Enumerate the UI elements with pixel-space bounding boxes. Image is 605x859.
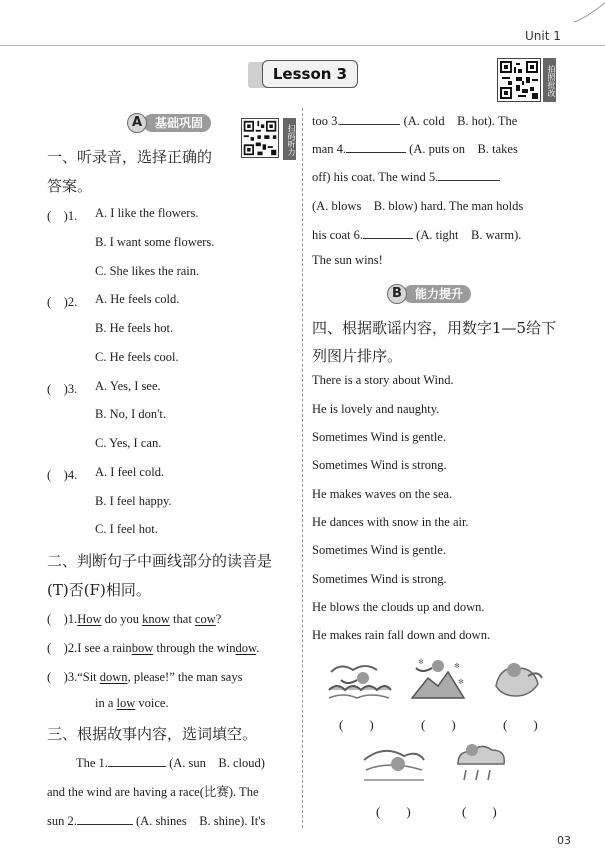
q3-line1 [76,753,265,771]
unit-label: Unit 1 [525,29,561,43]
q2-heading-cont: (T)否(F)相同。 [47,581,151,599]
q1-item1-option-c: C. She likes the rain. [95,264,200,278]
q2-item3 [47,667,242,685]
q3-line3-text: sun 2. [47,814,77,828]
q2-item1-underlined-1: How [77,612,102,626]
svg-text:✻: ✻ [458,678,464,686]
story-line-2-text: man 4. [312,142,347,156]
chant-line-5: He makes waves on the sea. [312,487,453,501]
q1-item4-option-b: B. I feel happy. [95,494,172,508]
q2-item3-underlined-2: low [116,696,136,710]
page-number: 03 [557,834,571,847]
q2-item1-text-2: that [169,612,195,626]
chant-line-4: Sometimes Wind is strong. [312,458,447,472]
q2-item2 [47,638,259,656]
q2-item1-underlined-2: know [142,612,170,626]
wind-waves-picture [327,660,393,702]
story-line-1-text: too 3. [312,114,341,128]
story-line-6: The sun wins! [312,253,383,267]
story-line-2-options: (A. puts on B. takes [409,142,518,156]
story-line-3-text: off) his coat. The wind 5. [312,170,439,184]
blank-3[interactable] [340,112,400,125]
q4-heading-cont: 列图片排序。 [312,347,403,365]
q2-item2-text-2: through the win [153,641,236,655]
q1-item3-number[interactable]: ( )3. [47,382,78,396]
q1-item1-number[interactable]: ( )1. [47,209,78,223]
answer-paren-5[interactable]: ( ) [462,804,497,819]
answer-paren-1[interactable]: ( ) [339,717,374,732]
q1-heading: 一、听录音，选择正确的 [47,148,213,166]
chant-line-9: He blows the clouds up and down. [312,600,485,614]
q1-item4-option-c: C. I feel hot. [95,522,158,536]
q1-item3-option-a: A. Yes, I see. [95,379,161,393]
svg-text:✻: ✻ [454,662,460,670]
q2-item2-number[interactable]: ( )2. [47,641,78,655]
q3-line1-options: (A. sun B. cloud) [169,756,265,770]
q2-item2-underlined-2: dow [235,641,257,655]
story-line-5-options: (A. tight B. warm). [416,228,522,242]
q2-item2-text-1: I see a rain [77,641,132,655]
story-line-2 [312,139,518,157]
blank-5[interactable] [438,168,500,181]
q1-item3-option-c: C. Yes, I can. [95,436,162,450]
q2-item1-number[interactable]: ( )1. [47,612,78,626]
q3-heading: 三、根据故事内容，选词填空。 [47,725,258,743]
qr-code-icon [242,119,278,157]
svg-text:✻: ✻ [418,658,424,666]
q1-item2-option-c: C. He feels cool. [95,350,179,364]
q2-item3-cont [95,696,169,711]
q2-item3-number[interactable]: ( )3. [47,670,78,684]
q1-item2-option-b: B. He feels hot. [95,321,174,335]
section-b-letter: B [387,284,407,304]
section-a-title: 基础巩固 [143,114,211,132]
story-line-3 [312,168,500,185]
blank-1[interactable] [108,754,166,767]
section-a-letter: A [127,113,147,133]
chant-line-1: There is a story about Wind. [312,373,454,387]
chant-line-7: Sometimes Wind is gentle. [312,543,446,557]
answer-paren-3[interactable]: ( ) [503,717,538,732]
q1-item4-number[interactable]: ( )4. [47,468,78,482]
story-line-4: (A. blows B. blow) hard. The man holds [312,199,524,213]
q2-item3-text-2: , please!” the man says [127,670,243,684]
q2-item3-text-1: “Sit [77,670,100,684]
wind-snow-picture [408,656,468,702]
q1-item2-number[interactable]: ( )2. [47,295,78,309]
q2-item1-underlined-3: cow [194,612,216,626]
story-line-1 [312,111,517,129]
qr-code-icon [498,59,540,101]
qr-tag-correction: 拍照批改 [543,58,556,102]
column-divider [302,108,303,828]
qr-tag-listening: 扫码听力 [283,118,296,160]
section-b-header [387,284,497,306]
chant-line-2: He is lovely and naughty. [312,402,440,416]
story-line-5 [312,225,521,243]
wind-clouds-picture [490,656,546,702]
wind-rain-picture [450,740,510,786]
answer-paren-2[interactable]: ( ) [421,717,456,732]
q2-item2-underlined-1: bow [131,641,154,655]
page-corner-curl [572,0,605,24]
q2-item3-underlined-1: down [99,670,128,684]
q1-item2-option-a: A. He feels cold. [95,292,180,306]
q4-heading: 四、根据歌谣内容，用数字1—5给下 [312,319,557,337]
q1-item1-option-b: B. I want some flowers. [95,235,215,249]
q2-item3-text-4: voice. [135,696,169,710]
q3-line2: and the wind are having a race(比赛). The [47,785,259,799]
story-line-5-text: his coat 6. [312,228,364,242]
qr-code-listening[interactable] [241,118,279,158]
q2-item2-text-3: . [256,641,260,655]
q1-heading-cont: 答案。 [47,177,93,195]
chant-line-10: He makes rain fall down and down. [312,628,491,642]
q1-item1-option-a: A. I like the flowers. [95,206,199,220]
q2-heading: 二、判断句子中画线部分的读音是 [47,552,273,570]
chant-line-6: He dances with snow in the air. [312,515,469,529]
answer-paren-4[interactable]: ( ) [376,804,411,819]
qr-code-correction[interactable] [497,58,541,102]
q1-item3-option-b: B. No, I don't. [95,407,167,421]
q2-item1 [47,609,221,627]
section-a-header [127,113,237,135]
q3-line3-options: (A. shines B. shine). It's [136,814,266,828]
q3-line1-text: The 1. [76,756,108,770]
chant-line-8: Sometimes Wind is strong. [312,572,447,586]
blank-2[interactable] [77,812,133,825]
lesson-title: Lesson 3 [262,60,358,88]
q2-item1-text-3: ? [215,612,222,626]
q2-item3-text-3: in a [95,696,117,710]
story-line-1-options: (A. cold B. hot). The [403,114,518,128]
header-rule [0,45,605,46]
q2-item1-text-1: do you [101,612,143,626]
section-b-title: 能力提升 [403,285,471,303]
blank-6[interactable] [363,226,413,239]
q1-item4-option-a: A. I feel cold. [95,465,165,479]
wind-gentle-picture [360,740,428,786]
chant-line-3: Sometimes Wind is gentle. [312,430,446,444]
lesson-badge [248,60,360,90]
q3-line3 [47,811,265,829]
blank-4[interactable] [346,140,406,153]
